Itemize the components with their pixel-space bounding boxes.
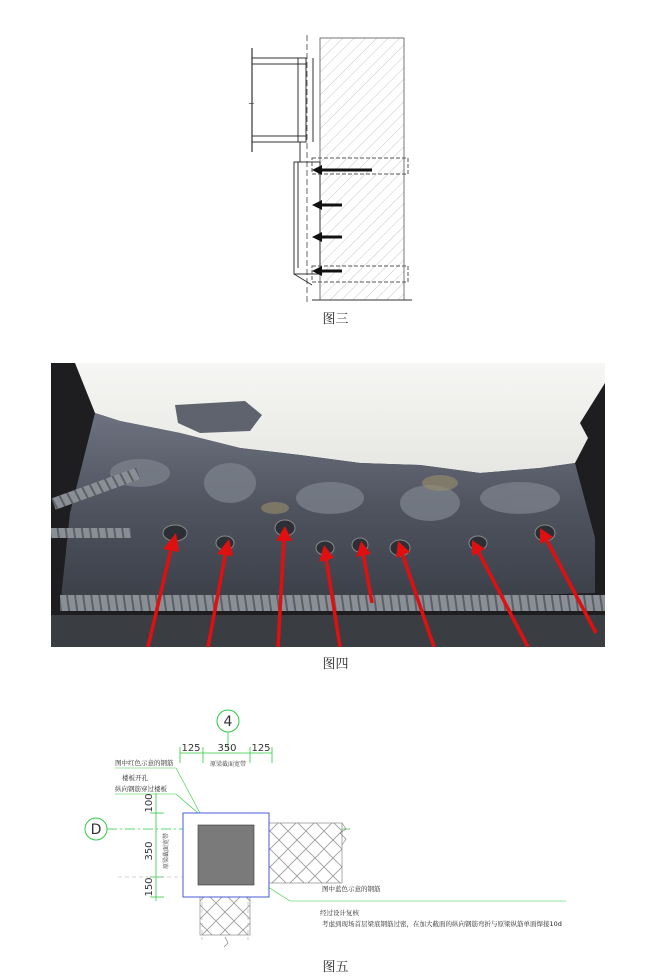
dim-top-2: 350 — [217, 743, 237, 754]
dim-left-1: 100 — [144, 793, 155, 813]
note-design-1: 经过设计复核 — [320, 909, 359, 917]
dim-left-2: 350 — [144, 841, 155, 861]
note-blue-rebar: 图中蓝色示意的钢筋 — [322, 885, 381, 893]
axis-4-label: 4 — [223, 714, 233, 730]
figure-3 — [0, 30, 671, 305]
col-width-label: 原梁截面宽带 — [163, 832, 170, 870]
figure-5-caption: 图五 — [322, 960, 349, 975]
figure-5 — [0, 705, 671, 950]
note-red-rebar: 图中红色示意的钢筋 — [115, 759, 174, 767]
dim-left-3: 150 — [144, 877, 155, 897]
axis-d-label: D — [90, 822, 102, 838]
dim-top-1: 125 — [181, 743, 201, 754]
figure-5-drawing — [0, 705, 671, 950]
figure-3-drawing — [0, 30, 671, 305]
dim-top-3: 125 — [251, 743, 271, 754]
figure-4-photo — [0, 363, 671, 647]
note-slab-hole: 楼板开孔 — [122, 774, 148, 782]
note-design-2: 考虑到现场首层梁底钢筋过密，在加大截面的纵向钢筋弯折与原梁纵筋单面焊接10d — [322, 920, 562, 928]
figure-4 — [0, 363, 671, 647]
note-long-rebar: 纵向钢筋穿过楼板 — [115, 785, 167, 793]
figure-4-caption: 图四 — [322, 657, 349, 672]
beam-width-label: 原梁截面宽带 — [209, 761, 247, 768]
svg-text:~: ~ — [248, 99, 255, 108]
figure-3-caption: 图三 — [322, 312, 349, 327]
